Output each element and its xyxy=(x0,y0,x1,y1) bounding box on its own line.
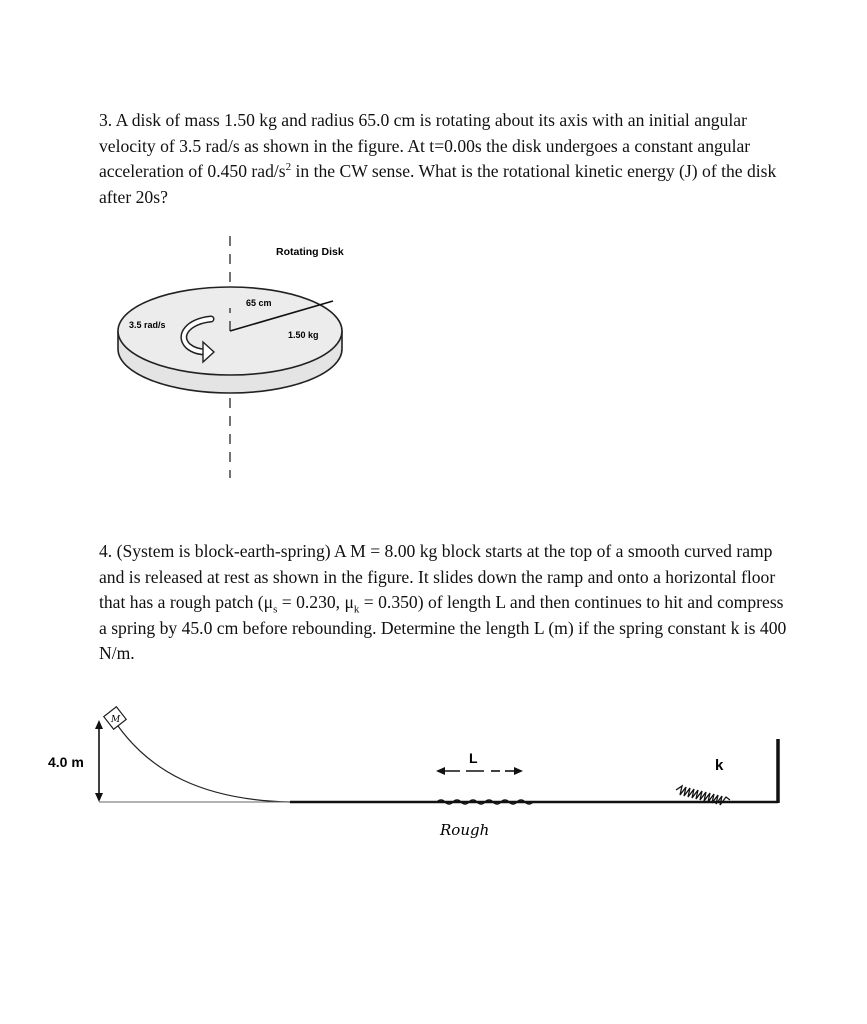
disk-mass-label: 1.50 kg xyxy=(288,330,319,340)
rotating-disk-figure xyxy=(118,236,344,478)
problem-3-lead: 3. A disk of mass 1.50 kg and radius 65.0 cm is rotating about its axis with an initial angular velocity of 3.5 rad/s as shown in the figure. At t=0.00s the disk undergoes a constant angular acceleration of 0.450 rad/s xyxy=(99,110,751,181)
ramp-spring-figure xyxy=(48,707,778,839)
ramp-curve xyxy=(118,726,290,802)
problem-3-superscript: 2 xyxy=(285,161,292,174)
height-label: 4.0 m xyxy=(48,754,84,770)
problem-4-text xyxy=(99,539,789,667)
problem-4-part-1: 4. (System is block-earth-spring) A M = 8.00 kg block starts at the top of a smooth curved ramp and is released at rest as shown in the figure. It slides down the ramp and onto a horizontal floor that has a rough patch (μ xyxy=(99,541,776,612)
angular-velocity-label: 3.5 rad/s xyxy=(129,320,166,330)
mu-k-subscript: k xyxy=(353,603,360,616)
disk-title: Rotating Disk xyxy=(276,246,344,258)
problem-4-part-3: = 0.350) of length L and then continues to hit and compress a spring by 45.0 cm before rebounding. Determine the length L (m) if the spring constant k is 400 N/m. xyxy=(99,592,787,663)
mu-s-subscript: s xyxy=(273,603,278,616)
length-label: L xyxy=(469,750,478,766)
problem-3-tail: in the CW sense. What is the rotational kinetic energy (J) of the disk after 20s? xyxy=(99,161,777,207)
block-label: M xyxy=(111,715,121,725)
spring-constant-label: k xyxy=(715,757,724,774)
radius-label: 65 cm xyxy=(246,298,272,308)
rough-label: Rough xyxy=(440,821,490,839)
problem-4-part-2: = 0.230, μ xyxy=(277,592,354,612)
